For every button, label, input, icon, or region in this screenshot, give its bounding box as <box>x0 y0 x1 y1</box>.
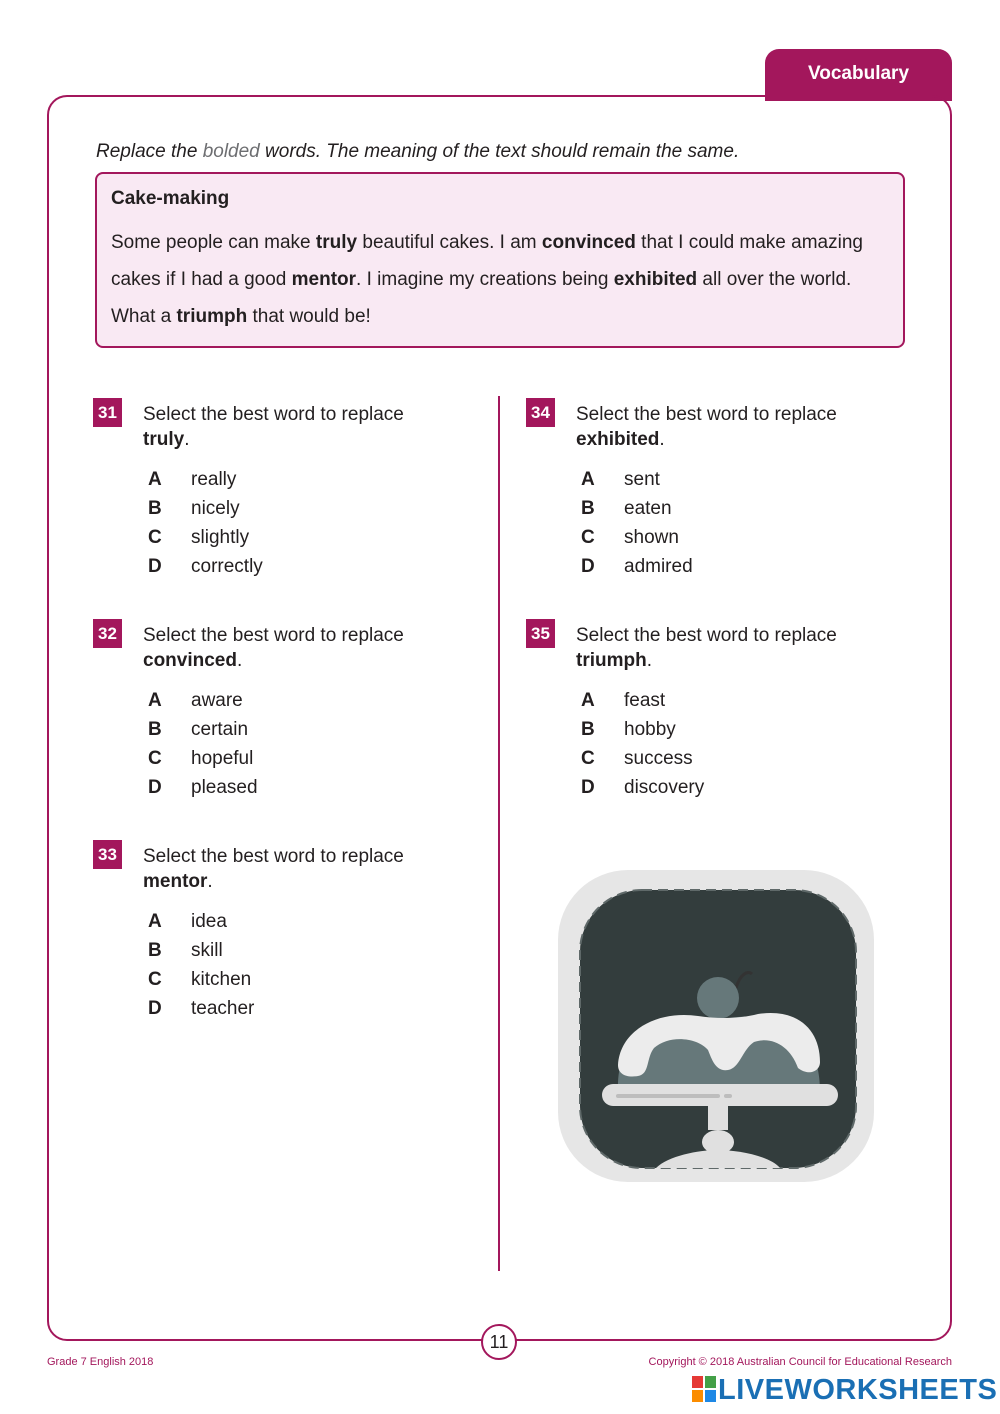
option-c[interactable]: C shown <box>581 527 679 548</box>
question-stem: Select the best word to replace exhibited. <box>576 404 837 450</box>
liveworksheets-text: LIVEWORKSHEETS <box>718 1374 998 1406</box>
option-list <box>148 907 254 1023</box>
option-d[interactable]: D pleased <box>148 777 258 798</box>
footer-copyright: Copyright © 2018 Australian Council for Educational Research <box>648 1356 952 1368</box>
instruction-text: Replace the bolded words. The meaning of the text should remain the same. <box>96 141 740 162</box>
question-stem: Select the best word to replace convinced. <box>143 625 404 671</box>
plate-highlight-dot <box>724 1094 732 1098</box>
option-b[interactable]: B hobby <box>581 719 676 740</box>
question-number: 34 <box>526 398 555 427</box>
question-stem: Select the best word to replace truly. <box>143 404 404 450</box>
question-number: 32 <box>93 619 122 648</box>
option-b[interactable]: B certain <box>148 719 249 740</box>
passage-text: Some people can make truly beautiful cakes. I am convinced that I could make amazing cakes if I had a good mentor. I imagine my creations being exhibited all over the world. What a triumph that would be! <box>111 232 863 327</box>
stand-stem <box>708 1106 728 1130</box>
option-a[interactable]: A idea <box>148 911 227 932</box>
question-number: 33 <box>93 840 122 869</box>
option-list <box>148 686 258 802</box>
cake-stand-illustration <box>558 870 874 1182</box>
option-b[interactable]: B nicely <box>148 498 240 519</box>
passage-box <box>95 172 905 348</box>
option-b[interactable]: B eaten <box>581 498 672 519</box>
footer-grade: Grade 7 English 2018 <box>47 1356 154 1368</box>
question-stem: Select the best word to replace mentor. <box>143 846 404 892</box>
option-list <box>148 465 263 581</box>
option-b[interactable]: B skill <box>148 940 223 961</box>
liveworksheets-icon <box>692 1376 716 1402</box>
plate-highlight <box>616 1094 720 1098</box>
cherry-icon <box>697 977 739 1019</box>
option-a[interactable]: A aware <box>148 690 243 711</box>
option-c[interactable]: C kitchen <box>148 969 252 990</box>
option-a[interactable]: A feast <box>581 690 666 711</box>
option-c[interactable]: C hopeful <box>148 748 254 769</box>
question-stem: Select the best word to replace triumph. <box>576 625 837 671</box>
question-number: 31 <box>93 398 122 427</box>
option-d[interactable]: D correctly <box>148 556 263 577</box>
option-a[interactable]: A sent <box>581 469 660 490</box>
option-a[interactable]: A really <box>148 469 237 490</box>
passage-title: Cake-making <box>111 188 230 209</box>
option-c[interactable]: C success <box>581 748 693 769</box>
question-number: 35 <box>526 619 555 648</box>
option-d[interactable]: D discovery <box>581 777 705 798</box>
section-tab: Vocabulary <box>765 49 952 101</box>
option-d[interactable]: D teacher <box>148 998 255 1019</box>
column-divider <box>498 396 500 1271</box>
option-d[interactable]: D admired <box>581 556 693 577</box>
page-number: 11 <box>481 1324 517 1360</box>
option-list <box>581 465 693 581</box>
option-list <box>581 686 704 802</box>
option-c[interactable]: C slightly <box>148 527 250 548</box>
